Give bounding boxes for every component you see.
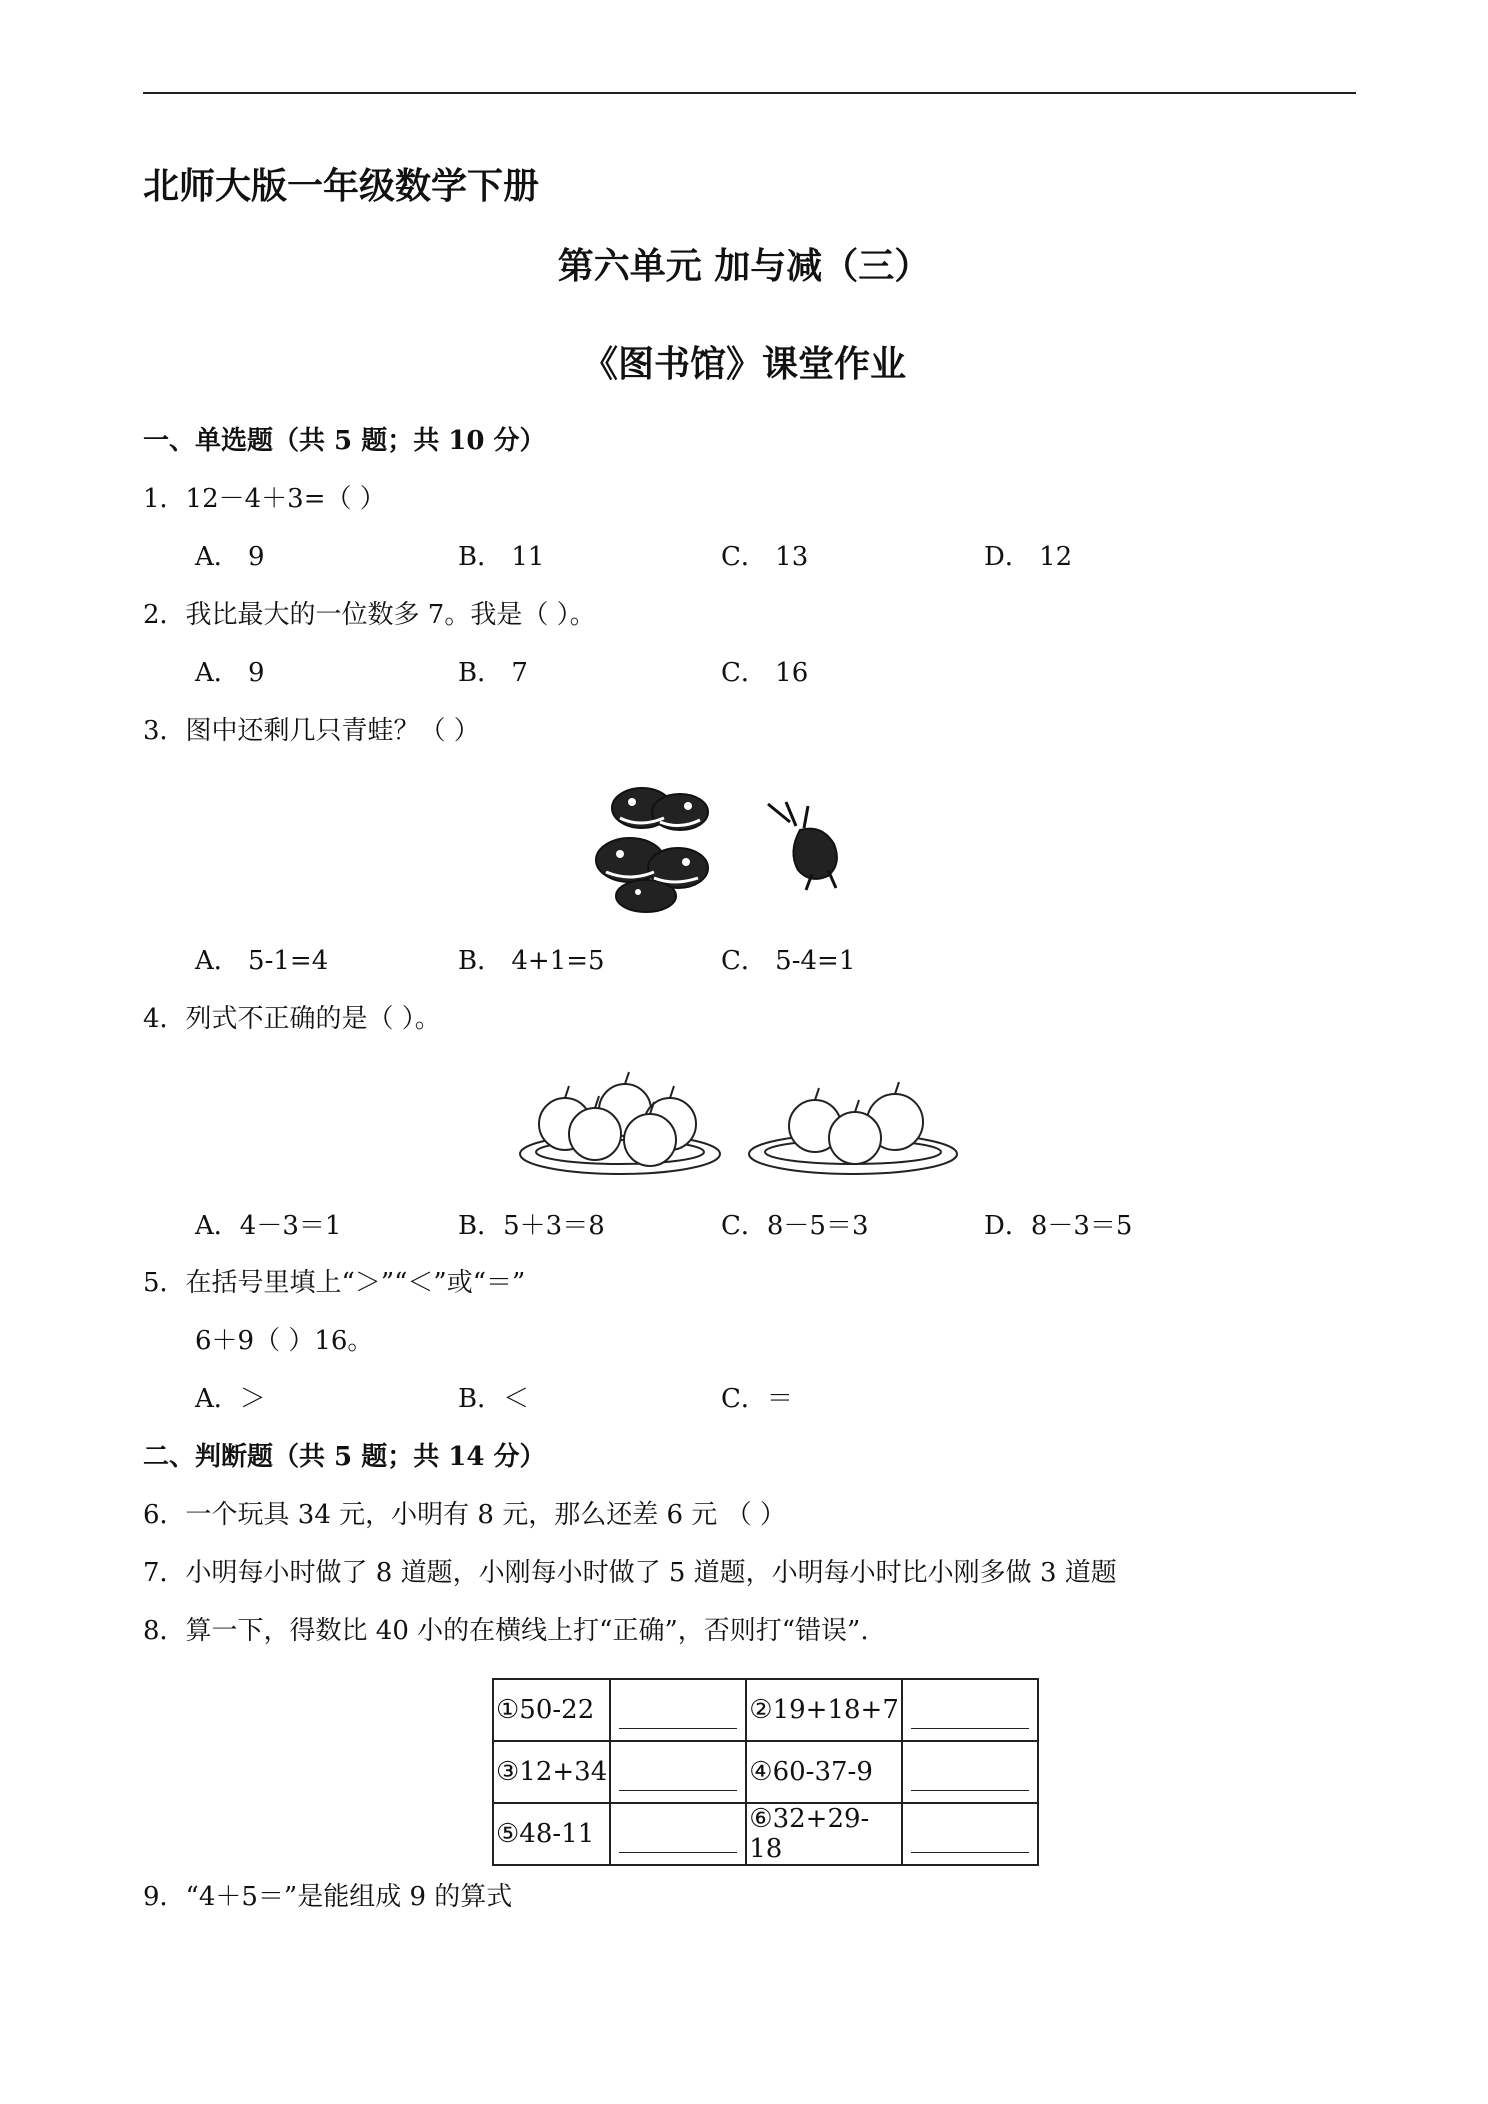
q1-option-d: D． 12 (984, 542, 1073, 572)
answer-blank[interactable] (902, 1741, 1038, 1803)
question-9: 9．“4＋5＝”是能组成 9 的算式 (143, 1882, 513, 1912)
answer-blank[interactable] (902, 1803, 1038, 1865)
q4-option-a: A．4－3＝1 (195, 1211, 342, 1241)
q4-option-b: B．5＋3＝8 (458, 1211, 605, 1241)
frogs-illustration (590, 768, 870, 918)
question-6: 6．一个玩具 34 元，小明有 8 元，那么还差 6 元 （ ） (143, 1500, 786, 1530)
q8-table (492, 1678, 1039, 1866)
table-row (493, 1803, 1038, 1865)
q1-option-c: C． 13 (721, 542, 809, 572)
table-row (493, 1679, 1038, 1741)
q2-option-b: B． 7 (458, 658, 528, 688)
q8-cell: ①50-22 (493, 1679, 610, 1741)
q5-option-c: C．＝ (721, 1384, 793, 1414)
book-title: 北师大版一年级数学下册 (143, 166, 540, 207)
table-row (493, 1741, 1038, 1803)
q8-cell: ②19+18+7 (746, 1679, 902, 1741)
lesson-title: 《图书馆》课堂作业 (581, 344, 906, 385)
apples-plates-illustration (515, 1068, 975, 1188)
question-4: 4．列式不正确的是（ ）。 (143, 1004, 441, 1034)
q4-option-d: D．8－3＝5 (984, 1211, 1133, 1241)
answer-blank[interactable] (902, 1679, 1038, 1741)
q3-option-a: A． 5-1=4 (195, 946, 329, 976)
question-5: 5．在括号里填上“＞”“＜”或“＝” (143, 1268, 526, 1298)
answer-blank[interactable] (610, 1741, 746, 1803)
q5-option-b: B．＜ (458, 1384, 530, 1414)
q1-option-b: B． 11 (458, 542, 545, 572)
q3-option-c: C． 5-4=1 (721, 946, 856, 976)
q8-cell: ⑤48-11 (493, 1803, 610, 1865)
section1-title: 一、单选题（共 5 题；共 10 分） (143, 426, 546, 456)
section2-title: 二、判断题（共 5 题；共 14 分） (143, 1442, 546, 1472)
q8-cell: ④60-37-9 (746, 1741, 902, 1803)
question-7: 7．小明每小时做了 8 道题，小刚每小时做了 5 道题，小明每小时比小刚多做 3 道题 (143, 1558, 1117, 1588)
q2-option-c: C． 16 (721, 658, 809, 688)
q8-cell: ③12+34 (493, 1741, 610, 1803)
q2-option-a: A． 9 (195, 658, 265, 688)
q5-expression: 6＋9（ ）16。 (195, 1326, 374, 1356)
q5-option-a: A．＞ (195, 1384, 266, 1414)
question-8: 8．算一下，得数比 40 小的在横线上打“正确”，否则打“错误”. (143, 1616, 869, 1646)
answer-blank[interactable] (610, 1803, 746, 1865)
q8-cell: ⑥32+29-18 (746, 1803, 902, 1865)
answer-blank[interactable] (610, 1679, 746, 1741)
question-2: 2．我比最大的一位数多 7。我是（ ）。 (143, 600, 596, 630)
question-1: 1．12－4＋3=（ ） (143, 484, 386, 514)
q3-option-b: B． 4+1=5 (458, 946, 605, 976)
unit-title: 第六单元 加与减（三） (557, 246, 931, 287)
top-rule (143, 92, 1356, 94)
question-3: 3．图中还剩几只青蛙？（ ） (143, 716, 480, 746)
q4-option-c: C．8－5＝3 (721, 1211, 869, 1241)
q1-option-a: A． 9 (195, 542, 265, 572)
